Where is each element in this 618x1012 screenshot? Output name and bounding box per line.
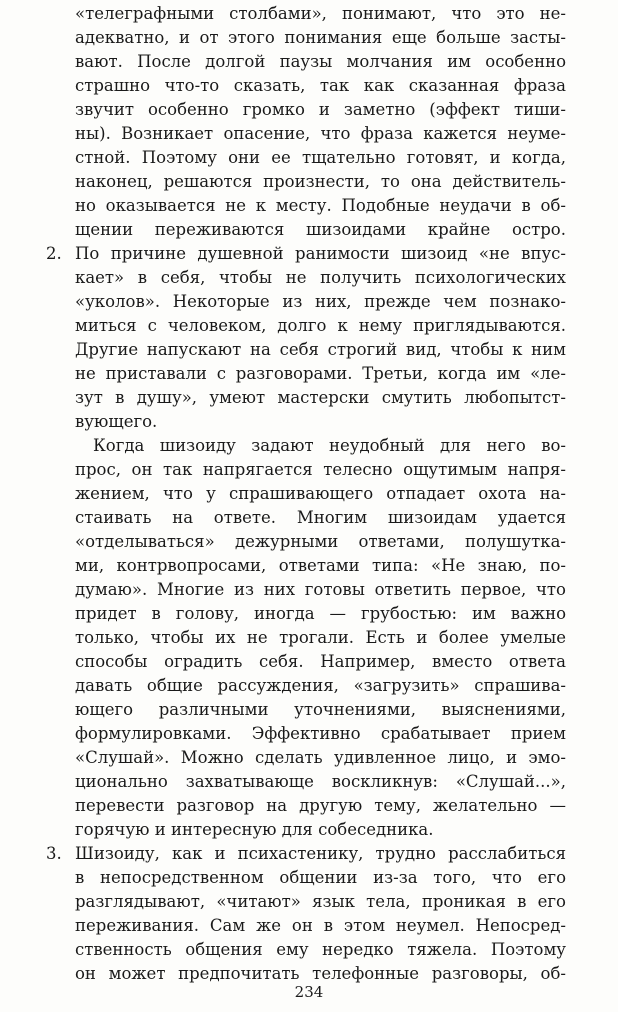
line-text: Другие напускают на себя строгий вид, чтобы к ним [75,340,566,359]
text-line [0,506,618,530]
text-line [0,266,618,290]
text-line [0,314,618,338]
text-line [0,746,618,770]
line-text: ющего различными уточнениями, выяснениями, [75,700,566,719]
line-text: стной. Поэтому они ее тщательно готовят, и когда, [75,148,566,167]
text-line [0,170,618,194]
line-text: наконец, решаются произнести, то она действитель- [75,172,566,191]
text-line [0,290,618,314]
text-line [0,218,618,242]
line-text: «Слушай». Можно сделать удивленное лицо, и эмо- [75,748,566,767]
line-text: прос, он так напрягается телесно ощутимым напря- [75,460,566,479]
text-line [0,626,618,650]
line-text: думаю». Многие из них готовы ответить первое, что [75,580,566,599]
line-text: ми, контрвопросами, ответами типа: «Не знаю, по- [75,556,566,575]
line-text: адекватно, и от этого понимания еще больше засты- [75,28,566,47]
line-text: горячую и интересную для собеседника. [75,820,434,839]
line-text: ственность общения ему нередко тяжела. Поэтому [75,940,566,959]
text-line [0,578,618,602]
text-line [0,818,618,842]
line-text: давать общие рассуждения, «загрузить» спрашива- [75,676,566,695]
text-line [0,554,618,578]
text-line [0,242,618,266]
text-line [0,842,618,866]
line-text: страшно что-то сказать, так как сказанная фраза [75,76,566,95]
text-line [0,698,618,722]
list-number: 2. [46,244,62,263]
text-line [0,194,618,218]
text-line [0,674,618,698]
text-line [0,482,618,506]
line-text: «телеграфными столбами», понимают, что это не- [75,4,566,23]
line-text: звучит особенно громко и заметно (эффект тиши- [75,100,566,119]
page-number: 234 [294,983,324,1001]
line-text: зут в душу», умеют мастерски смутить любопытст- [75,388,566,407]
line-text: вующего. [75,412,158,431]
line-text: способы оградить себя. Например, вместо ответа [75,652,566,671]
line-text: «уколов». Некоторые из них, прежде чем познако- [75,292,566,311]
text-line [0,2,618,26]
line-text: Шизоиду, как и психастенику, трудно расслабиться [75,844,566,863]
line-text: придет в голову, иногда — грубостью: им важно [75,604,566,623]
text-line [0,458,618,482]
line-text: кает» в себя, чтобы не получить психологических [75,268,566,287]
text-line [0,890,618,914]
text-line [0,914,618,938]
line-text: не приставали с разговорами. Третьи, когда им «ле- [75,364,566,383]
line-text: переживания. Сам же он в этом неумел. Непосред- [75,916,566,935]
line-text: «отделываться» дежурными ответами, полушутка- [75,532,566,551]
line-text: вают. После долгой паузы молчания им особенно [75,52,566,71]
text-line [0,410,618,434]
text-line [0,338,618,362]
text-line [0,650,618,674]
line-text: он может предпочитать телефонные разговоры, об- [75,964,566,983]
line-text: ционально захватывающе воскликнув: «Слушай...», [75,772,566,791]
line-text: щении переживаются шизоидами крайне остро. [75,220,566,239]
text-line [0,98,618,122]
text-line [0,938,618,962]
line-text: но оказывается не к месту. Подобные неудачи в об- [75,196,566,215]
text-line [0,74,618,98]
text-line [0,50,618,74]
text-line [0,122,618,146]
line-text: жением, что у спрашивающего отпадает охота на- [75,484,566,503]
line-text: миться с человеком, долго к нему приглядываются. [75,316,566,335]
text-line [0,602,618,626]
line-text: стаивать на ответе. Многим шизоидам удается [75,508,566,527]
text-line [0,386,618,410]
text-line [0,146,618,170]
text-line [0,530,618,554]
line-text: ны). Возникает опасение, что фраза кажется неуме- [75,124,566,143]
line-text: перевести разговор на другую тему, желательно — [75,796,566,815]
line-text: Когда шизоиду задают неудобный для него во- [93,436,566,455]
line-text: в непосредственном общении из-за того, что его [75,868,566,887]
text-line [0,434,618,458]
line-text: только, чтобы их не трогали. Есть и более умелые [75,628,566,647]
text-line [0,770,618,794]
text-line [0,362,618,386]
text-line [0,866,618,890]
line-text: формулировками. Эффективно срабатывает прием [75,724,566,743]
text-line [0,722,618,746]
text-line [0,26,618,50]
line-text: По причине душевной ранимости шизоид «не впус- [75,244,566,263]
line-text: разглядывают, «читают» язык тела, проникая в его [75,892,566,911]
list-number: 3. [46,844,62,863]
text-line [0,794,618,818]
